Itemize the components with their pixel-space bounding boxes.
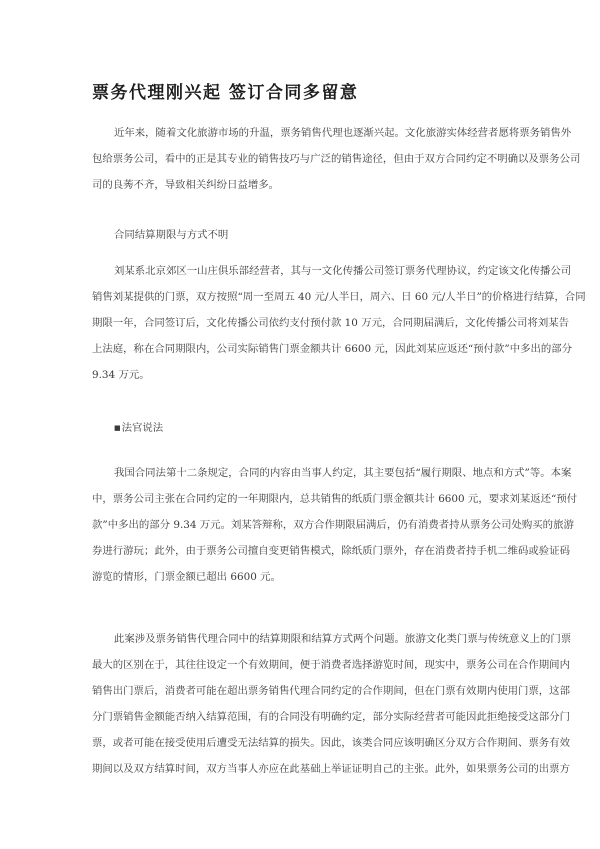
section-heading-contract-terms: 合同结算期限与方式不明 (114, 229, 229, 241)
paragraph-line: 最大的区别在于，其往往设定一个有效期间，便于消费者选择游览时间，现实中，票务公司在合作期间内 (92, 659, 570, 671)
paragraph-line: 销售出门票后，消费者可能在超出票务销售代理合同约定的合作期间，但在门票有效期内使用门票，这部 (92, 685, 570, 697)
paragraph-line: 中，票务公司主张在合同约定的一年期限内，总共销售的纸质门票金额共计 6600 元，要求刘某返还“预付 (92, 493, 578, 505)
square-bullet-icon: ■ (114, 424, 121, 432)
paragraph-line: 款”中多出的部分 9.34 万元。刘某答辩称，双方合作期限届满后，仍有消费者持从票务公司处购买的旅游 (92, 519, 574, 531)
section-heading-text: 法官说法 (121, 422, 164, 434)
article-title: 票务代理刚兴起 签订合同多留意 (92, 83, 359, 103)
paragraph-line: 包给票务公司，看中的正是其专业的销售技巧与广泛的销售途径，但由于双方合同约定不明确以及票务公司 (92, 153, 581, 165)
section-heading-judge-comments (114, 419, 163, 434)
paragraph-line: 我国合同法第十二条规定，合同的内容由当事人约定，其主要包括“履行期限、地点和方式”等。本案 (114, 467, 572, 479)
paragraph-line: 司的良莠不齐，导致相关纠纷日益增多。 (92, 179, 280, 191)
intro-paragraph (92, 120, 581, 198)
paragraph-line: 游览的情形，门票金额已超出 6600 元。 (92, 571, 281, 583)
paragraph-line: 分门票销售金额能否纳入结算范围，有的合同没有明确约定，部分实际经营者可能因此拒绝接受这部分门 (92, 711, 570, 723)
analysis-paragraph (92, 626, 572, 782)
paragraph-line: 券进行游玩；此外，由于票务公司擅自变更销售模式，除纸质门票外，存在消费者持手机二维码或验证码 (92, 545, 570, 557)
paragraph-line: 销售刘某提供的门票，双方按照“周一至周五 40 元/人半日，周六、日 60 元/人半日”的价格进行结算，合同 (92, 291, 586, 303)
judge-paragraph (92, 460, 578, 590)
paragraph-line: 上法庭，称在合同期限内，公司实际销售门票金额共计 6600 元，因此刘某应返还“预付款”中多出的部分 (92, 343, 573, 355)
case-paragraph (92, 258, 586, 388)
paragraph-line: 刘某系北京郊区一山庄俱乐部经营者，其与一文化传播公司签订票务代理协议，约定该文化传播公司 (114, 265, 572, 277)
paragraph-line: 近年来，随着文化旅游市场的升温，票务销售代理也逐渐兴起。文化旅游实体经营者愿将票务销售外 (114, 127, 572, 139)
paragraph-line: 9.34 万元。 (92, 369, 150, 381)
paragraph-line: 期间以及双方结算时间，双方当事人亦应在此基础上举证证明自己的主张。此外，如果票务公司的出票方 (92, 763, 570, 775)
paragraph-line: 此案涉及票务销售代理合同中的结算期限和结算方式两个问题。旅游文化类门票与传统意义上的门票 (114, 633, 572, 645)
paragraph-line: 期限一年，合同签订后，文化传播公司依约支付预付款 10 万元，合同期届满后，文化传播公司将刘某告 (92, 317, 570, 329)
paragraph-line: 票，或者可能在接受使用后遭受无法结算的损失。因此，该类合同应该明确区分双方合作期间、票务有效 (92, 737, 570, 749)
